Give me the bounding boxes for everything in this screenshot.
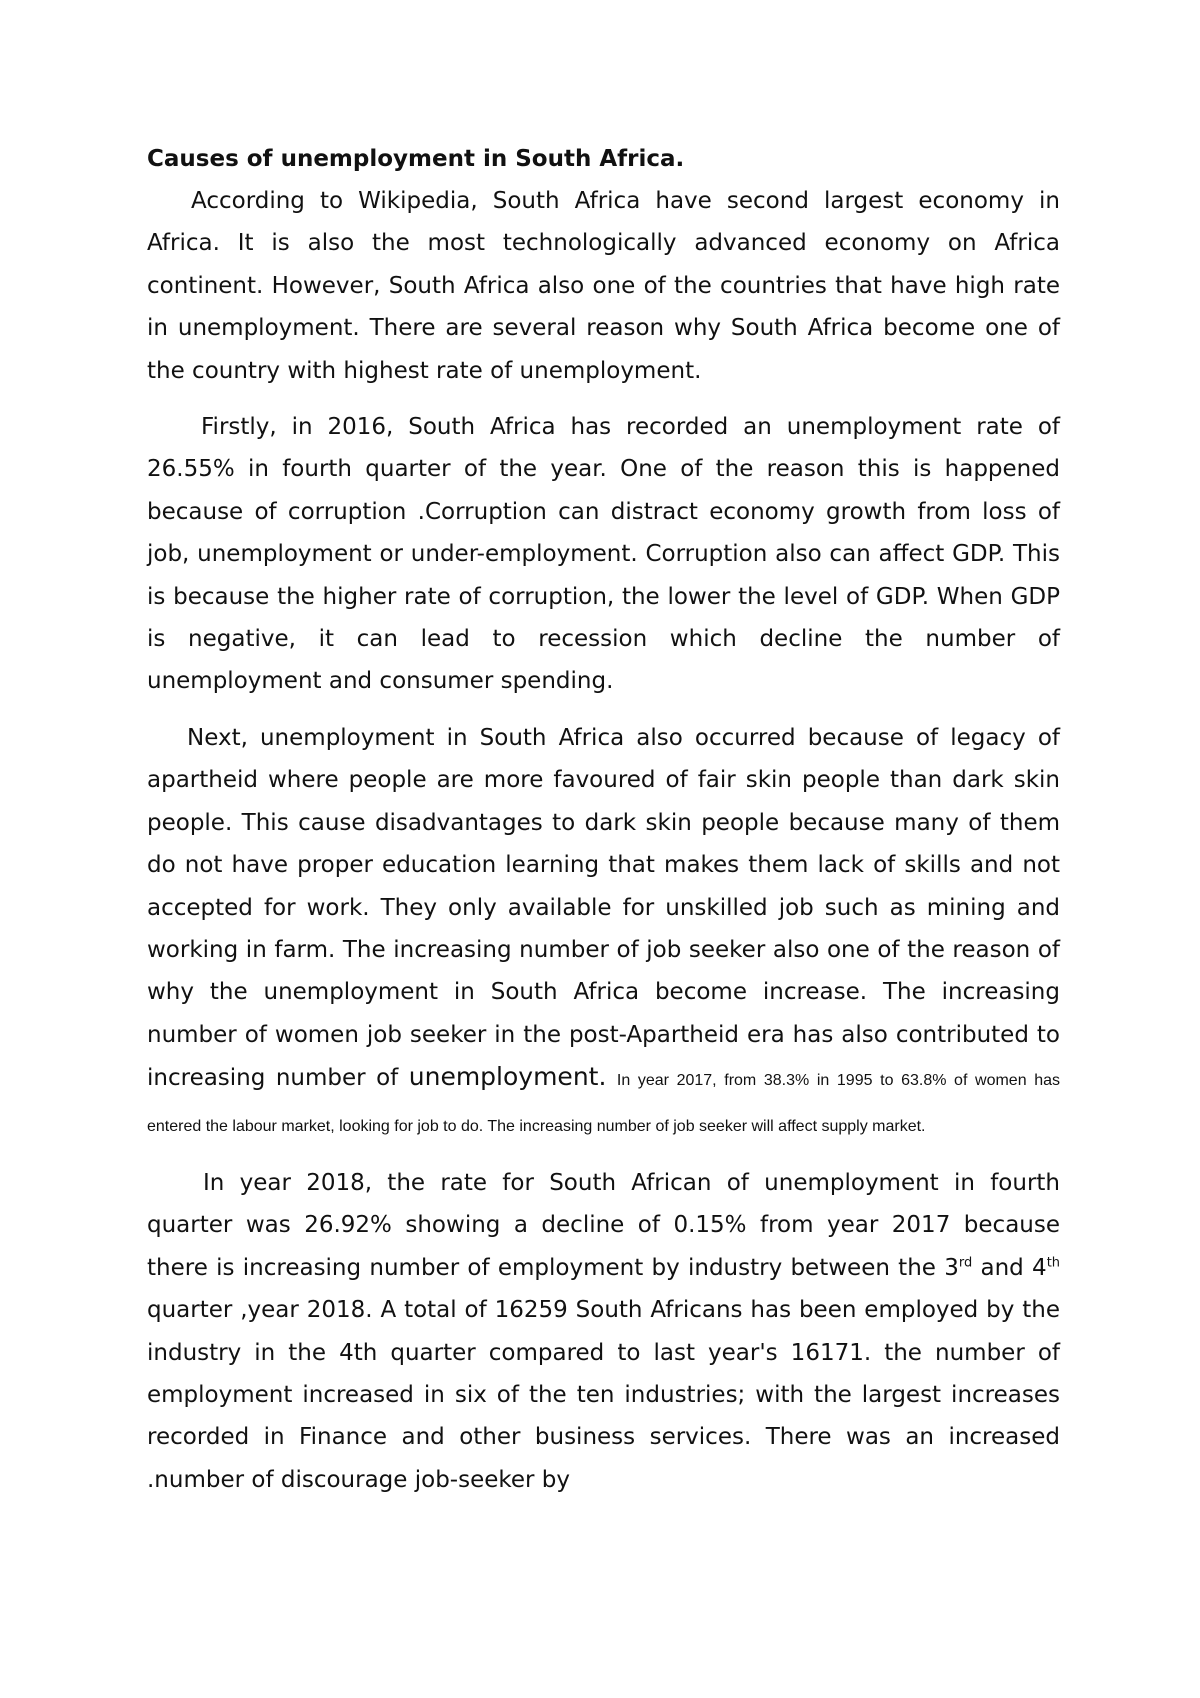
- paragraph-2018-part-a: In year 2018, the rate for South African of unemployment in fourth quarter was 26.92% showing a decline of 0.15% from year 2017 because there is increasing number of employment by industry between the 3: [147, 1169, 1060, 1281]
- unemployment-word: unemployment.: [408, 1062, 607, 1092]
- superscript-th: th: [1046, 1255, 1061, 1271]
- paragraph-2018: [147, 1162, 1060, 1501]
- paragraph-intro: According to Wikipedia, South Africa have second largest economy in Africa. It is also the most technologically advanced economy on Africa continent. However, South Africa also one of the countries that have high rate in unemployment. There are several reason why South Africa become one of the country with highest rate of unemployment.: [147, 188, 1060, 384]
- document-title: Causes of unemployment in South Africa.: [147, 146, 685, 172]
- paragraph-corruption: Firstly, in 2016, South Africa has recorded an unemployment rate of 26.55% in fourth quarter of the year. One of the reason this is happened because of corruption .Corruption can distract economy growth from loss of job, unemployment or under-employment. Corruption also can affect GDP. This is because the higher rate of corruption, the lower the level of GDP. When GDP is negative, it can lead to recession which decline the number of unemployment and consumer spending.: [147, 414, 1060, 695]
- paragraph-apartheid-text: Next, unemployment in South Africa also occurred because of legacy of apartheid where people are more favoured of fair skin people than dark skin people. This cause disadvantages to dark skin people because many of them do not have proper education learning that makes them lack of skills and not accepted for work. They only available for unskilled job such as mining and working in farm. The increasing number of job seeker also one of the reason of why the unemployment in South Africa become increase. The increasing number of women job seeker in the post-Apartheid era has also contributed to increasing number of: [147, 724, 1060, 1092]
- paragraph-2018-part-c: quarter ,year 2018. A total of 16259 South Africans has been employed by the industry in the 4th quarter compared to last year's 16171. the number of employment increased in six of the ten industries; with the largest increases recorded in Finance and other business services. There was an increased .number of discourage job-seeker by: [147, 1297, 1060, 1493]
- superscript-rd: rd: [958, 1255, 973, 1271]
- paragraph-apartheid: [147, 717, 1060, 1148]
- document-body: [147, 138, 1060, 1515]
- women-labour-note: In year 2017, from 38.3% in 1995 to 63.8% of women has entered the labour market, looking for job to do. The increasing number of job seeker will affect supply market.: [147, 1072, 1061, 1135]
- paragraph-2018-part-b: and 4: [980, 1254, 1047, 1281]
